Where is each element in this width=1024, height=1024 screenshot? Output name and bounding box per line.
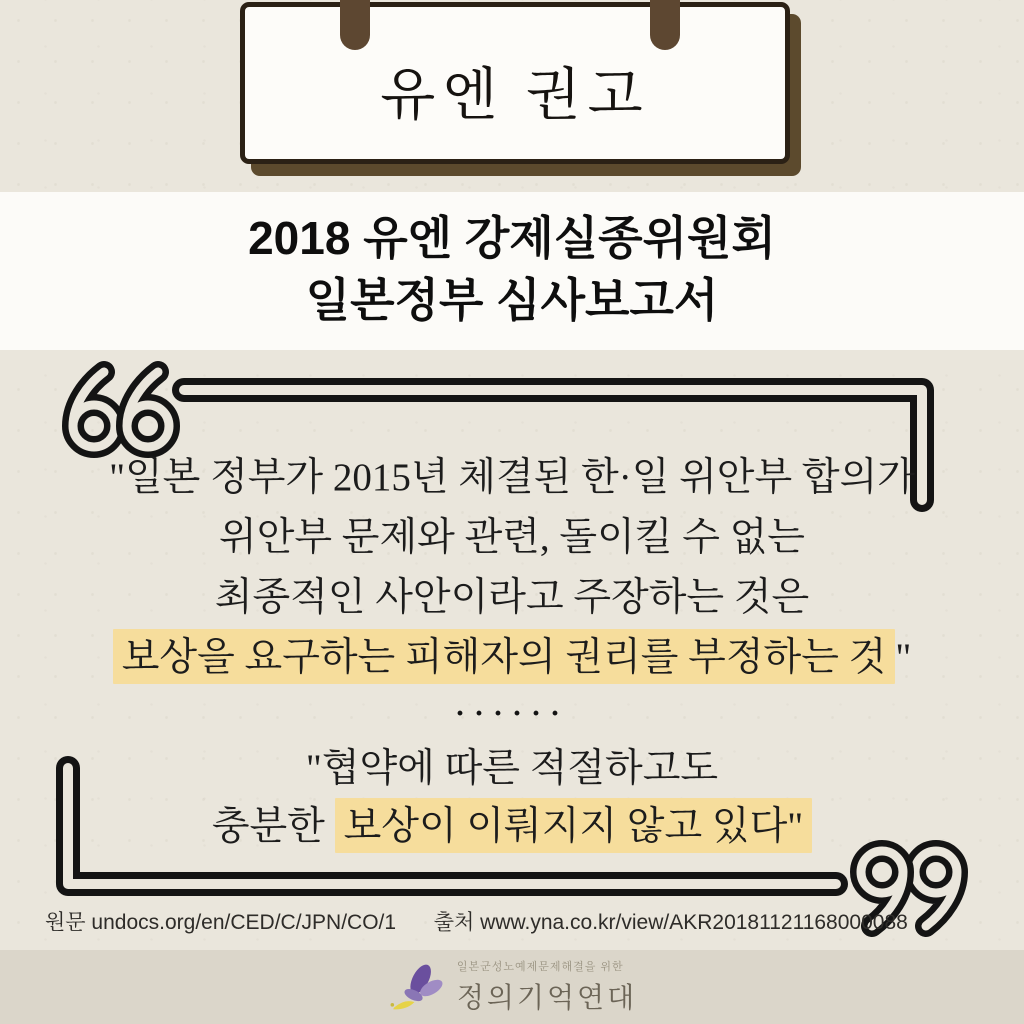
org-name: 정의기억연대 xyxy=(456,982,638,1013)
source-label: 출처 xyxy=(433,911,475,934)
quote1-line4 xyxy=(0,628,1024,688)
quote2-line2 xyxy=(0,798,1024,856)
highlighted-text: 보상을 요구하는 피해자의 권리를 부정하는 것 xyxy=(113,629,896,684)
report-title-line2: 일본정부 심사보고서 xyxy=(305,274,719,326)
clipboard-clip-icon xyxy=(650,0,680,50)
footer xyxy=(0,950,1024,1024)
org-tagline: 일본군성노예제문제해결을 위한 xyxy=(456,961,624,973)
report-title xyxy=(0,207,1024,331)
open-quote-icon xyxy=(73,372,169,447)
quote-block xyxy=(0,448,1024,856)
quote2-line1: "협약에 따른 적절하고도 xyxy=(305,747,719,790)
header-card xyxy=(240,2,790,164)
quote1-close-mark: " xyxy=(895,636,912,679)
quote1-line1: "일본 정부가 2015년 체결된 한·일 위안부 합의가 xyxy=(109,456,915,499)
source-url[interactable]: www.yna.co.kr/view/AKR20181121168000088 xyxy=(480,911,908,934)
ellipsis-separator: ······ xyxy=(454,697,570,730)
page-title: 유엔 권고 xyxy=(380,64,650,127)
highlighted-text: 보상이 이뤄지지 않고 있다" xyxy=(335,798,813,853)
original-label: 원문 xyxy=(45,911,86,934)
org-text xyxy=(457,958,637,1016)
quote2-line2-prefix: 충분한 xyxy=(211,805,335,848)
original-url[interactable]: undocs.org/en/CED/C/JPN/CO/1 xyxy=(91,911,397,934)
butterfly-logo-icon xyxy=(387,960,449,1016)
clipboard-clip-icon xyxy=(340,0,370,50)
org-logo xyxy=(387,958,637,1016)
quote1-line3: 최종적인 사안이라고 주장하는 것은 xyxy=(214,576,810,619)
report-title-line1: 2018 유엔 강제실종위원회 xyxy=(248,212,776,264)
source-line xyxy=(45,906,908,936)
quote1-line2: 위안부 문제와 관련, 돌이킬 수 없는 xyxy=(219,516,805,559)
